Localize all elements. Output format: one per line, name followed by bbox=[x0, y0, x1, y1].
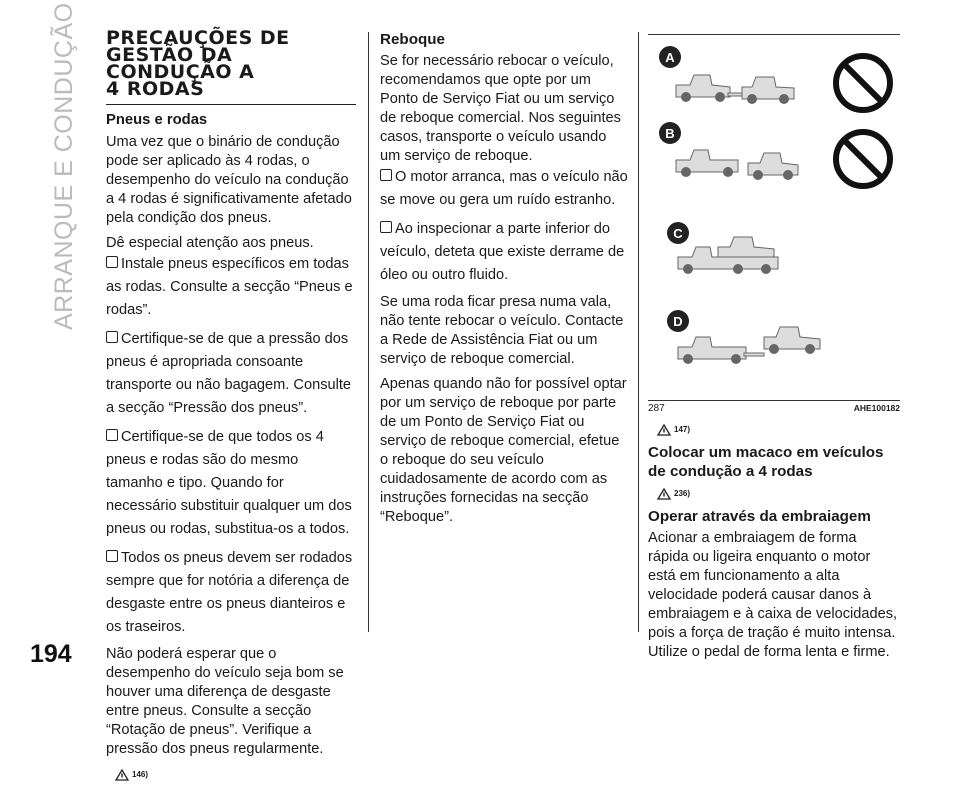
figure-caption bbox=[648, 400, 900, 414]
column-divider bbox=[368, 32, 369, 632]
warning-hand-icon bbox=[656, 423, 672, 437]
row-c bbox=[667, 222, 778, 274]
column-2 bbox=[380, 30, 630, 533]
paragraph: Dê especial atenção aos pneus. bbox=[106, 235, 314, 251]
subheading-jack: Colocar um macaco em veículos de condução a 4 rodas bbox=[648, 444, 884, 480]
list-item: Instale pneus específicos em todas as rodas. Consulte a secção “Pneus e rodas”. bbox=[106, 256, 353, 318]
checkbox-bullet-icon bbox=[106, 429, 118, 441]
checkbox-bullet-icon bbox=[106, 256, 118, 268]
section-title: PRECAUÇÕES DE GESTÃO DA CONDUÇÃO A 4 RODAS bbox=[106, 30, 356, 105]
column-divider bbox=[638, 32, 639, 632]
paragraph: Uma vez que o binário de condução pode ser aplicado às 4 rodas, o desempenho do veículo na condução a 4 rodas é significativamente afetado pela condição dos pneus. bbox=[106, 134, 352, 226]
subheading-tyres: Pneus e rodas bbox=[106, 112, 208, 128]
checkbox-bullet-icon bbox=[106, 331, 118, 343]
warning-reference: 147) bbox=[656, 420, 900, 439]
list-item: Certifique-se de que a pressão dos pneus é apropriada consoante transporte ou não bagagem. Consulte a secção “Pressão dos pneus”. bbox=[106, 331, 352, 416]
warning-hand-icon bbox=[114, 768, 130, 782]
list-item: Todos os pneus devem ser rodados sempre que for notória a diferença de desgaste entre os pneus dianteiros e os traseiros. bbox=[106, 550, 353, 635]
checkbox-bullet-icon bbox=[380, 169, 392, 181]
paragraph: Se for necessário rebocar o veículo, recomendamos que opte por um Ponto de Serviço Fiat ou um serviço de reboque comercial. Nos seguintes casos, transporte o veículo usando um serviço de reboque. bbox=[380, 53, 621, 164]
figure-code: AHE100182 bbox=[853, 403, 900, 413]
row-d bbox=[667, 310, 820, 364]
paragraph: Acionar a embraiagem de forma rápida ou ligeira enquanto o motor está em funcionamento a alta velocidade poderá causar danos à embraiagem e à caixa de velocidades, pois a força de tração é muito intensa. Utilize o pedal de forma lenta e firme. bbox=[648, 530, 898, 660]
label-b: B bbox=[665, 126, 675, 141]
warning-hand-icon bbox=[656, 487, 672, 501]
checkbox-bullet-icon bbox=[106, 550, 118, 562]
towing-figure bbox=[648, 34, 900, 395]
list-item: Certifique-se de que todos os 4 pneus e rodas são do mesmo tamanho e tipo. Quando for necessário substituir qualquer um dos pneus ou rodas, substitua-os a todos. bbox=[106, 429, 352, 537]
column-3 bbox=[648, 420, 900, 668]
row-b bbox=[659, 122, 890, 186]
list-item: Ao inspecionar a parte inferior do veículo, deteta que existe derrame de óleo ou outro fluido. bbox=[380, 221, 625, 283]
warning-reference: 146) bbox=[114, 765, 356, 784]
row-a bbox=[659, 46, 890, 110]
paragraph: Apenas quando não for possível optar por um serviço de reboque por parte de um Ponto de Serviço Fiat ou serviço de reboque comercial, efetue o reboque do seu veículo cuidadosamente de acordo com as instruções fornecidas na secção “Reboque”. bbox=[380, 376, 627, 525]
checkbox-bullet-icon bbox=[380, 221, 392, 233]
subheading-towing: Reboque bbox=[380, 31, 445, 48]
list-item: O motor arranca, mas o veículo não se move ou gera um ruído estranho. bbox=[380, 169, 628, 208]
page-number: 194 bbox=[30, 640, 72, 668]
label-c: C bbox=[673, 226, 683, 241]
column-1 bbox=[106, 27, 356, 788]
paragraph: Não poderá esperar que o desempenho do veículo seja bom se houver uma diferença de desgaste entre pneus. Consulte a secção “Rotação de pneus”. Verifique a pressão dos pneus regularmente. bbox=[106, 646, 344, 757]
label-d: D bbox=[673, 314, 683, 329]
paragraph: Se uma roda ficar presa numa vala, não tente rebocar o veículo. Contacte a Rede de Assistência Fiat ou um serviço de reboque comercial. bbox=[380, 294, 624, 367]
towing-illustration bbox=[648, 35, 900, 395]
warning-reference: 236) bbox=[656, 484, 900, 503]
label-a: A bbox=[665, 50, 675, 65]
subheading-clutch: Operar através da embraiagem bbox=[648, 508, 871, 525]
figure-number: 287 bbox=[648, 403, 665, 414]
